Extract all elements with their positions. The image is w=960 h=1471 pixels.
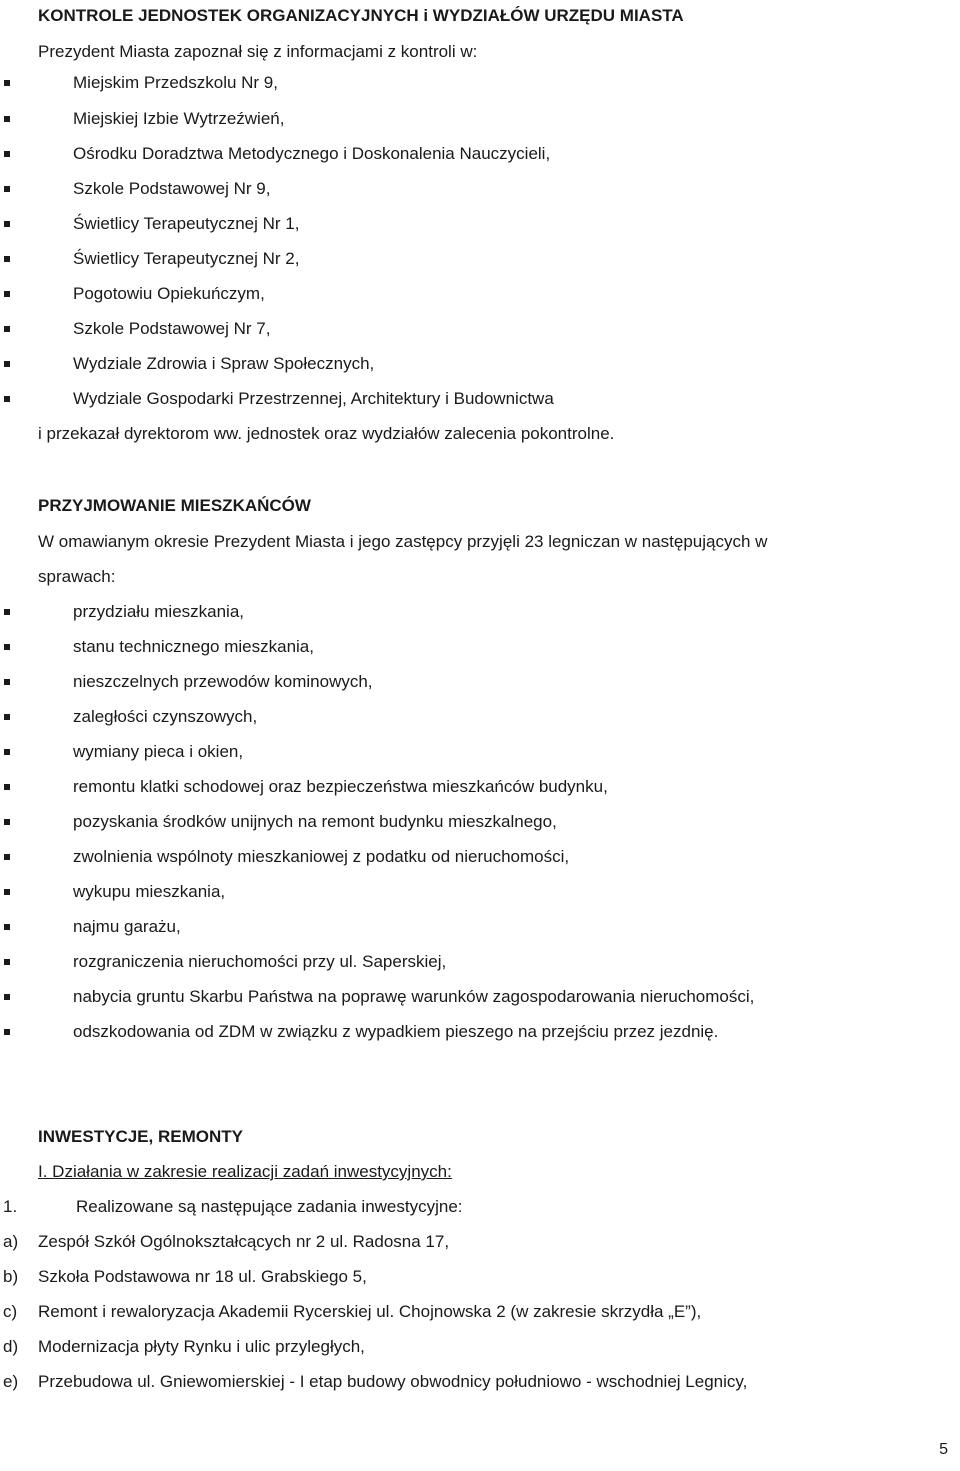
list-item: pozyskania środków unijnych na remont budynku mieszkalnego, bbox=[73, 812, 557, 831]
bullet-marker bbox=[4, 291, 10, 297]
list-item: Szkole Podstawowej Nr 9, bbox=[73, 179, 271, 198]
bullet-marker bbox=[4, 854, 10, 860]
list-item: stanu technicznego mieszkania, bbox=[73, 637, 314, 656]
page-number: 5 bbox=[939, 1441, 948, 1458]
list-item: najmu garażu, bbox=[73, 917, 181, 936]
bullet-marker bbox=[4, 221, 10, 227]
section1-closing: i przekazał dyrektorom ww. jednostek oraz wydziałów zalecenia pokontrolne. bbox=[38, 424, 615, 443]
lettered-marker: d) bbox=[3, 1337, 19, 1356]
lettered-marker: e) bbox=[3, 1372, 19, 1391]
list-item: wykupu mieszkania, bbox=[73, 882, 226, 901]
list-item: Świetlicy Terapeutycznej Nr 1, bbox=[73, 214, 300, 233]
bullet-marker bbox=[4, 644, 10, 650]
lettered-item: Modernizacja płyty Rynku i ulic przyległych, bbox=[38, 1337, 365, 1356]
list-item: Szkole Podstawowej Nr 7, bbox=[73, 319, 271, 338]
bullet-marker bbox=[4, 361, 10, 367]
bullet-marker bbox=[4, 116, 10, 122]
lettered-item: Zespół Szkół Ogólnokształcących nr 2 ul. Radosna 17, bbox=[38, 1232, 450, 1251]
bullet-marker bbox=[4, 749, 10, 755]
bullet-marker bbox=[4, 1029, 10, 1035]
list-item: remontu klatki schodowej oraz bezpieczeństwa mieszkańców budynku, bbox=[73, 777, 608, 796]
list-item: Wydziale Gospodarki Przestrzennej, Architektury i Budownictwa bbox=[73, 389, 554, 408]
bullet-marker bbox=[4, 679, 10, 685]
lettered-item: Przebudowa ul. Gniewomierskiej - I etap budowy obwodnicy południowo - wschodniej Legnicy, bbox=[38, 1372, 748, 1391]
list-item: odszkodowania od ZDM w związku z wypadkiem pieszego na przejściu przez jezdnię. bbox=[73, 1022, 719, 1041]
list-item: Miejskiej Izbie Wytrzeźwień, bbox=[73, 109, 285, 128]
list-item: nabycia gruntu Skarbu Państwa na poprawę warunków zagospodarowania nieruchomości, bbox=[73, 987, 755, 1006]
lettered-marker: c) bbox=[3, 1302, 18, 1321]
bullet-marker bbox=[4, 326, 10, 332]
section-title-kontrole: KONTROLE JEDNOSTEK ORGANIZACYJNYCH i WYDZIAŁÓW URZĘDU MIASTA bbox=[38, 6, 684, 25]
section-title-inwestycje: INWESTYCJE, REMONTY bbox=[38, 1127, 243, 1146]
list-item: zwolnienia wspólnoty mieszkaniowej z podatku od nieruchomości, bbox=[73, 847, 570, 866]
bullet-marker bbox=[4, 151, 10, 157]
list-item: rozgraniczenia nieruchomości przy ul. Saperskiej, bbox=[73, 952, 447, 971]
section2-intro-line2: sprawach: bbox=[38, 567, 116, 586]
lettered-item: Remont i rewaloryzacja Akademii Rycerskiej ul. Chojnowska 2 (w zakresie skrzydła „E”), bbox=[38, 1302, 702, 1321]
bullet-marker bbox=[4, 924, 10, 930]
bullet-marker bbox=[4, 819, 10, 825]
section1-intro: Prezydent Miasta zapoznał się z informacjami z kontroli w: bbox=[38, 42, 478, 61]
list-item: przydziału mieszkania, bbox=[73, 602, 245, 621]
lettered-marker: a) bbox=[3, 1232, 19, 1251]
list-item: Wydziale Zdrowia i Spraw Społecznych, bbox=[73, 354, 375, 373]
list-item: Pogotowiu Opiekuńczym, bbox=[73, 284, 265, 303]
list-item: nieszczelnych przewodów kominowych, bbox=[73, 672, 373, 691]
bullet-marker bbox=[4, 994, 10, 1000]
numbered-item: Realizowane są następujące zadania inwestycyjne: bbox=[76, 1197, 463, 1216]
list-item: zaległości czynszowych, bbox=[73, 707, 258, 726]
bullet-marker bbox=[4, 396, 10, 402]
list-item: Świetlicy Terapeutycznej Nr 2, bbox=[73, 249, 300, 268]
bullet-marker bbox=[4, 609, 10, 615]
list-item: wymiany pieca i okien, bbox=[73, 742, 244, 761]
section2-intro-line1: W omawianym okresie Prezydent Miasta i jego zastępcy przyjęli 23 legniczan w następujących w bbox=[38, 532, 768, 551]
section3-subtitle: I. Działania w zakresie realizacji zadań inwestycyjnych: bbox=[38, 1162, 452, 1181]
list-item: Ośrodku Doradztwa Metodycznego i Doskonalenia Nauczycieli, bbox=[73, 144, 551, 163]
list-item: Miejskim Przedszkolu Nr 9, bbox=[73, 73, 278, 92]
bullet-marker bbox=[4, 256, 10, 262]
bullet-marker bbox=[4, 959, 10, 965]
bullet-marker bbox=[4, 186, 10, 192]
section-title-przyjmowanie: PRZYJMOWANIE MIESZKAŃCÓW bbox=[38, 496, 311, 515]
bullet-marker bbox=[4, 784, 10, 790]
lettered-marker: b) bbox=[3, 1267, 19, 1286]
bullet-marker bbox=[4, 714, 10, 720]
lettered-item: Szkoła Podstawowa nr 18 ul. Grabskiego 5, bbox=[38, 1267, 367, 1286]
numbered-marker: 1. bbox=[3, 1197, 18, 1216]
bullet-marker bbox=[4, 80, 10, 86]
bullet-marker bbox=[4, 889, 10, 895]
